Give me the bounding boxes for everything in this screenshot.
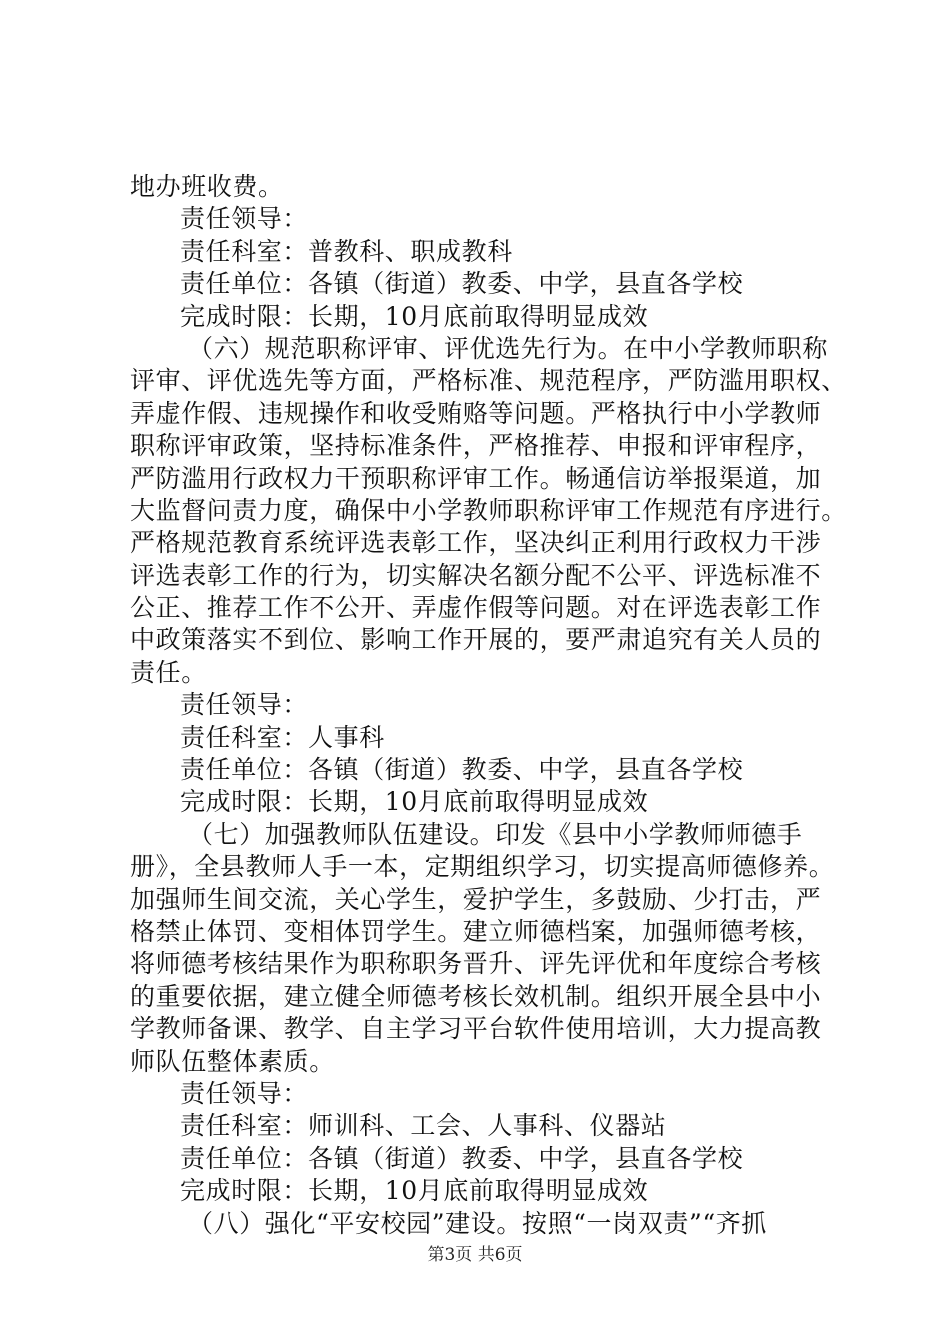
text-line: 的重要依据，建立健全师德考核长效机制。组织开展全县中小: [130, 981, 822, 1011]
text-line: 完成时限：长期，10月底前取得明显成效: [180, 1176, 649, 1206]
text-line: 地办班收费。: [130, 172, 284, 201]
text-line: 严格规范教育系统评选表彰工作，坚决纠正利用行政权力干涉: [130, 528, 822, 558]
text-line: 责任单位：各镇（街道）教委、中学，县直各学校: [180, 755, 744, 785]
text-line: 责任领导：: [180, 690, 309, 720]
text-line: 将师德考核结果作为职称职务晋升、评先评优和年度综合考核: [130, 949, 822, 979]
text-line: 责任领导：: [180, 1078, 309, 1108]
text-line: 格禁止体罚、变相体罚学生。建立师德档案，加强师德考核，: [130, 916, 822, 946]
text-line: （八）强化“平安校园”建设。按照“一岗双责”“齐抓: [188, 1208, 767, 1238]
text-line: 完成时限：长期，10月底前取得明显成效: [180, 787, 649, 817]
text-line: 职称评审政策，坚持标准条件，严格推荐、申报和评审程序，: [130, 431, 822, 461]
text-line: 严防滥用行政权力干预职称评审工作。畅通信访举报渠道，加: [130, 463, 822, 493]
text-line: 完成时限：长期，10月底前取得明显成效: [180, 301, 649, 331]
text-line: 册》，全县教师人手一本，定期组织学习，切实提高师德修养。: [130, 852, 835, 882]
text-line: 评选表彰工作的行为，切实解决名额分配不公平、评选标准不: [130, 560, 822, 590]
text-line: 责任科室：师训科、工会、人事科、仪器站: [180, 1111, 667, 1141]
text-line: 责任。: [130, 657, 207, 687]
text-line: 中政策落实不到位、影响工作开展的，要严肃追究有关人员的: [130, 625, 822, 655]
text-line: 弄虚作假、违规操作和收受贿赂等问题。严格执行中小学教师: [130, 398, 822, 428]
text-line: 责任科室：人事科: [180, 722, 385, 752]
text-line: 责任单位：各镇（街道）教委、中学，县直各学校: [180, 1143, 744, 1173]
text-line: 责任领导：: [180, 204, 309, 234]
page-footer: 第3页 共6页: [427, 1245, 523, 1265]
text-line: 公正、推荐工作不公开、弄虚作假等问题。对在评选表彰工作: [130, 593, 822, 623]
text-line: 学教师备课、教学、自主学习平台软件使用培训，大力提高教: [130, 1014, 822, 1044]
text-line: 评审、评优选先等方面，严格标准、规范程序，严防滥用职权、: [130, 366, 847, 396]
text-line: 加强师生间交流，关心学生，爱护学生，多鼓励、少打击，严: [130, 884, 822, 914]
text-line: （六）规范职称评审、评优选先行为。在中小学教师职称: [188, 333, 829, 363]
text-line: 大监督问责力度，确保中小学教师职称评审工作规范有序进行。: [130, 495, 847, 525]
text-line: 师队伍整体素质。: [130, 1046, 335, 1076]
text-line: 责任科室：普教科、职成教科: [180, 236, 513, 266]
document-body: [130, 171, 847, 1240]
text-line: 责任单位：各镇（街道）教委、中学，县直各学校: [180, 269, 744, 299]
text-line: （七）加强教师队伍建设。印发《县中小学教师师德手: [188, 819, 803, 849]
